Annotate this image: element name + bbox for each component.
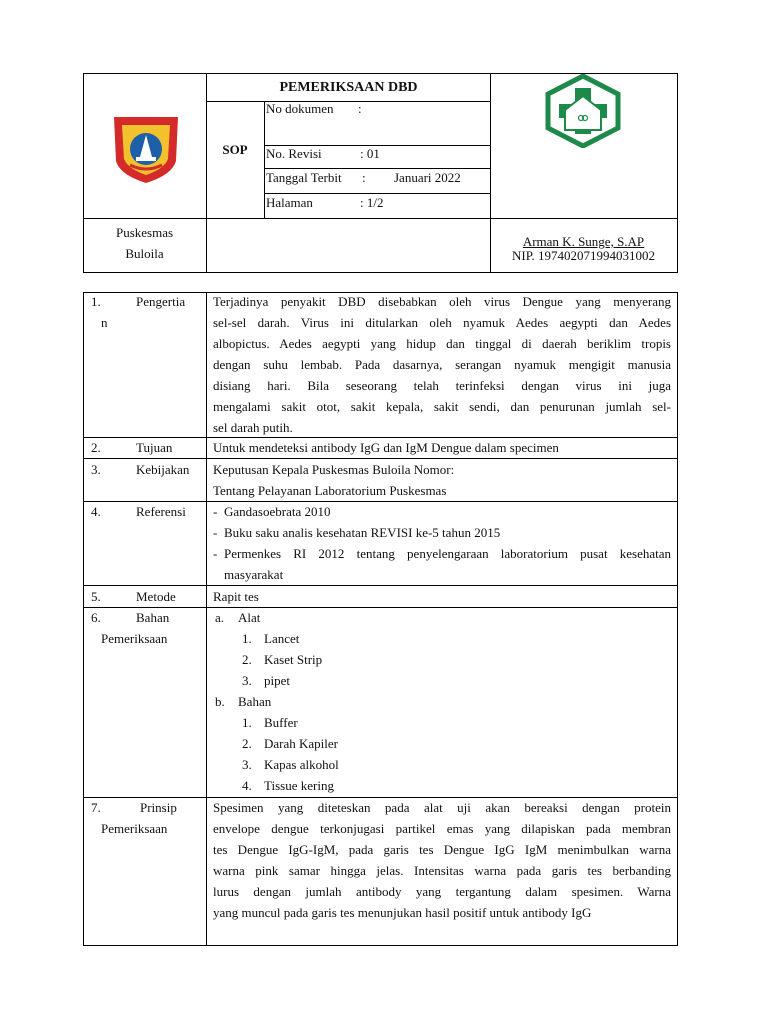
- revisi-value: : 01: [360, 146, 380, 161]
- s3-label: Kebijakan: [136, 462, 190, 477]
- s2-text: Untuk mendeteksi antibody IgG dan IgM Dengue dalam specimen: [213, 440, 559, 455]
- s6-b-item: Tissue kering: [264, 778, 334, 793]
- s6-a-num: 1.: [242, 631, 252, 646]
- s7-line: lurus dengan jumlah antibody yang tergantung dalam spesimen. Warna: [213, 884, 671, 899]
- s6-group-b-marker: b.: [215, 694, 225, 709]
- s4-dash: -: [213, 504, 218, 519]
- s6-a-item: pipet: [264, 673, 290, 688]
- s4-dash: -: [213, 546, 218, 561]
- s2-label: Tujuan: [136, 440, 173, 455]
- s6-b-num: 2.: [242, 736, 252, 751]
- halaman-label: Halaman: [266, 195, 313, 210]
- institution-line-1: Puskesmas: [115, 225, 174, 240]
- terbit-sep: :: [362, 170, 366, 185]
- s4-item: Permenkes RI 2012 tentang penyelengaraan laboratorium pusat kesehatan: [224, 546, 671, 561]
- s6-a-num: 2.: [242, 652, 252, 667]
- s1-number: 1.: [91, 294, 101, 309]
- s6-group-b-title: Bahan: [238, 694, 272, 709]
- s6-b-num: 1.: [242, 715, 252, 730]
- s1-line: sel darah putih.: [213, 420, 293, 435]
- header-title: PEMERIKSAAN DBD: [279, 80, 418, 95]
- s6-a-item: Kaset Strip: [264, 652, 323, 667]
- s1-label-2: n: [101, 315, 108, 330]
- s1-line: disiang hari. Bila seseorang telah terinfeksi dengan virus ini juga: [213, 378, 671, 393]
- s4-dash: -: [213, 525, 218, 540]
- halaman-value: : 1/2: [360, 195, 384, 210]
- s3-line: Keputusan Kepala Puskesmas Buloila Nomor:: [213, 462, 455, 477]
- s1-line: mengalami sakit otot, sakit kepala, sakit sendi, dan penurunan jumlah sel-: [213, 399, 671, 414]
- s4-item: Buku saku analis kesehatan REVISI ke-5 tahun 2015: [224, 525, 501, 540]
- s6-group-a-title: Alat: [238, 610, 261, 625]
- doc-no-sep: :: [358, 101, 362, 116]
- signer-nip: NIP. 197402071994031002: [511, 248, 655, 263]
- s4-item: Gandasoebrata 2010: [224, 504, 331, 519]
- s7-number: 7.: [91, 800, 101, 815]
- s6-label-2: Pemeriksaan: [101, 631, 168, 646]
- s7-line: yang muncul pada garis tes menunjukan hasil positif untuk antibody IgG: [213, 905, 592, 920]
- s2-number: 2.: [91, 440, 101, 455]
- s7-line: envelope dengue terkonjugasi partikel emas yang dilapiskan pada membran: [213, 821, 671, 836]
- s3-number: 3.: [91, 462, 101, 477]
- signer-name: Arman K. Sunge, S.AP: [522, 234, 645, 249]
- s1-line: Terjadinya penyakit DBD disebabkan oleh virus Dengue yang menyerang: [213, 294, 671, 309]
- s6-b-item: Darah Kapiler: [264, 736, 338, 751]
- s6-b-item: Buffer: [264, 715, 298, 730]
- s1-line: dengan suhu lembab. Pada dasarnya, serangan nyamuk mengigit manusia: [213, 357, 671, 372]
- s5-number: 5.: [91, 589, 101, 604]
- s1-line: sel-sel darah. Virus ini ditularkan oleh nyamuk Aedes aegypti dan Aedes: [213, 315, 671, 330]
- seal-logo-icon: [110, 113, 182, 185]
- s4-number: 4.: [91, 504, 101, 519]
- s1-line: albopictus. Aedes aegypti yang hidup dan tinggal di daerah beriklim tropis: [213, 336, 671, 351]
- s6-label-1: Bahan: [136, 610, 170, 625]
- terbit-label: Tanggal Terbit: [266, 170, 342, 185]
- s6-a-num: 3.: [242, 673, 252, 688]
- s6-b-item: Kapas alkohol: [264, 757, 339, 772]
- s6-a-item: Lancet: [264, 631, 300, 646]
- s5-label: Metode: [136, 589, 176, 604]
- s7-line: Spesimen yang diteteskan pada alat uji akan bereaksi dengan protein: [213, 800, 671, 815]
- s3-line: Tentang Pelayanan Laboratorium Puskesmas: [213, 483, 447, 498]
- terbit-value: Januari 2022: [394, 170, 461, 185]
- revisi-label: No. Revisi: [266, 146, 322, 161]
- s4-item: masyarakat: [224, 567, 284, 582]
- s6-b-num: 3.: [242, 757, 252, 772]
- s4-label: Referensi: [136, 504, 186, 519]
- s6-group-a-marker: a.: [215, 610, 225, 625]
- s1-label-1: Pengertia: [136, 294, 186, 309]
- doc-no-label: No dokumen: [266, 101, 334, 116]
- s7-label-1: Prinsip: [140, 800, 177, 815]
- s7-line: tes Dengue IgG-IgM, pada garis tes Dengue IgG IgM menimbulkan warna: [213, 842, 671, 857]
- institution-line-2: Buloila: [125, 246, 164, 261]
- s6-b-num: 4.: [242, 778, 252, 793]
- s6-number: 6.: [91, 610, 101, 625]
- sop-label: SOP: [222, 142, 248, 157]
- s7-label-2: Pemeriksaan: [101, 821, 168, 836]
- s7-line: warna pink samar hingga jelas. Intensitas warna pada garis tes berbanding: [213, 863, 671, 878]
- puskesmas-logo-icon: [543, 74, 623, 148]
- s5-text: Rapit tes: [213, 589, 259, 604]
